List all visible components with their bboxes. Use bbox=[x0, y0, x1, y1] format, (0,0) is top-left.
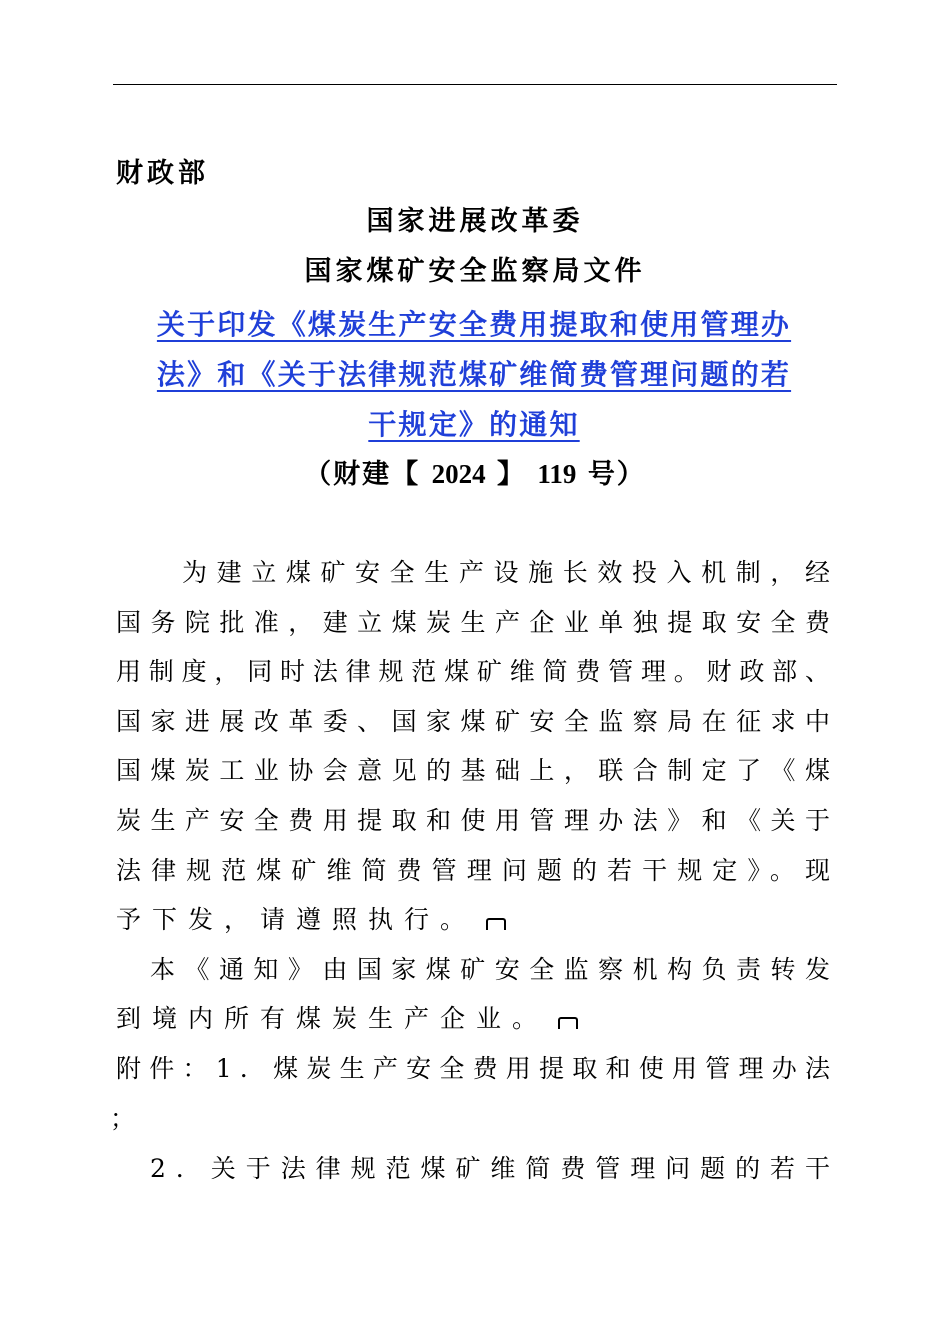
doc-number-serial: 119 bbox=[537, 459, 577, 489]
document-title-link[interactable] bbox=[118, 300, 830, 450]
attachment-1-continuation: ； bbox=[110, 1104, 147, 1133]
body-line: 法律规范煤矿维简费管理问题的若干规定》。现 bbox=[116, 856, 830, 885]
doc-number-mid: 】 bbox=[496, 459, 526, 490]
document-number bbox=[0, 452, 950, 497]
paragraph-mark-icon bbox=[486, 918, 506, 930]
attachment-1: 附件：1．煤炭生产安全费用提取和使用管理办法 bbox=[116, 1054, 830, 1083]
body-line: 用制度，同时法律规范煤矿维简费管理。财政部、 bbox=[116, 657, 830, 686]
header-rule bbox=[113, 84, 837, 85]
body-line-end bbox=[116, 902, 830, 938]
title-line[interactable]: 法》和《关于法律规范煤矿维简费管理问题的若 bbox=[156, 358, 792, 391]
issuer-coal-mine-safety-bureau: 国家煤矿安全监察局文件 bbox=[304, 256, 646, 287]
body-line: 国煤炭工业协会意见的基础上，联合制定了《煤 bbox=[116, 756, 830, 785]
body-line: 为建立煤矿安全生产设施长效投入机制，经 bbox=[182, 558, 830, 587]
body-line: 国务院批准，建立煤炭生产企业单独提取安全费 bbox=[116, 608, 830, 637]
title-line[interactable]: 关于印发《煤炭生产安全费用提取和使用管理办 bbox=[156, 308, 792, 341]
paragraph-mark-icon bbox=[558, 1017, 578, 1029]
doc-number-suffix: 号） bbox=[587, 459, 646, 490]
body-line: 炭生产安全费用提取和使用管理办法》和《关于 bbox=[116, 806, 830, 835]
attachment-2: 2．关于法律规范煤矿维简费管理问题的若干 bbox=[150, 1154, 830, 1183]
issuer-development-commission: 国家进展改革委 bbox=[366, 206, 584, 237]
body-line-text: 予下发，请遵照执行。 bbox=[116, 905, 477, 934]
body-line: 国家进展改革委、国家煤矿安全监察局在征求中 bbox=[116, 707, 830, 736]
doc-number-prefix: （财建【 bbox=[304, 459, 421, 490]
body-line-text: 到境内所有煤炭生产企业。 bbox=[116, 1004, 549, 1033]
body-line: 本《通知》由国家煤矿安全监察机构负责转发 bbox=[150, 955, 830, 984]
doc-number-year: 2024 bbox=[431, 459, 486, 489]
title-line[interactable]: 干规定》的通知 bbox=[368, 408, 580, 441]
body-line-end bbox=[116, 1001, 830, 1037]
issuer-ministry-of-finance: 财政部 bbox=[116, 158, 209, 189]
